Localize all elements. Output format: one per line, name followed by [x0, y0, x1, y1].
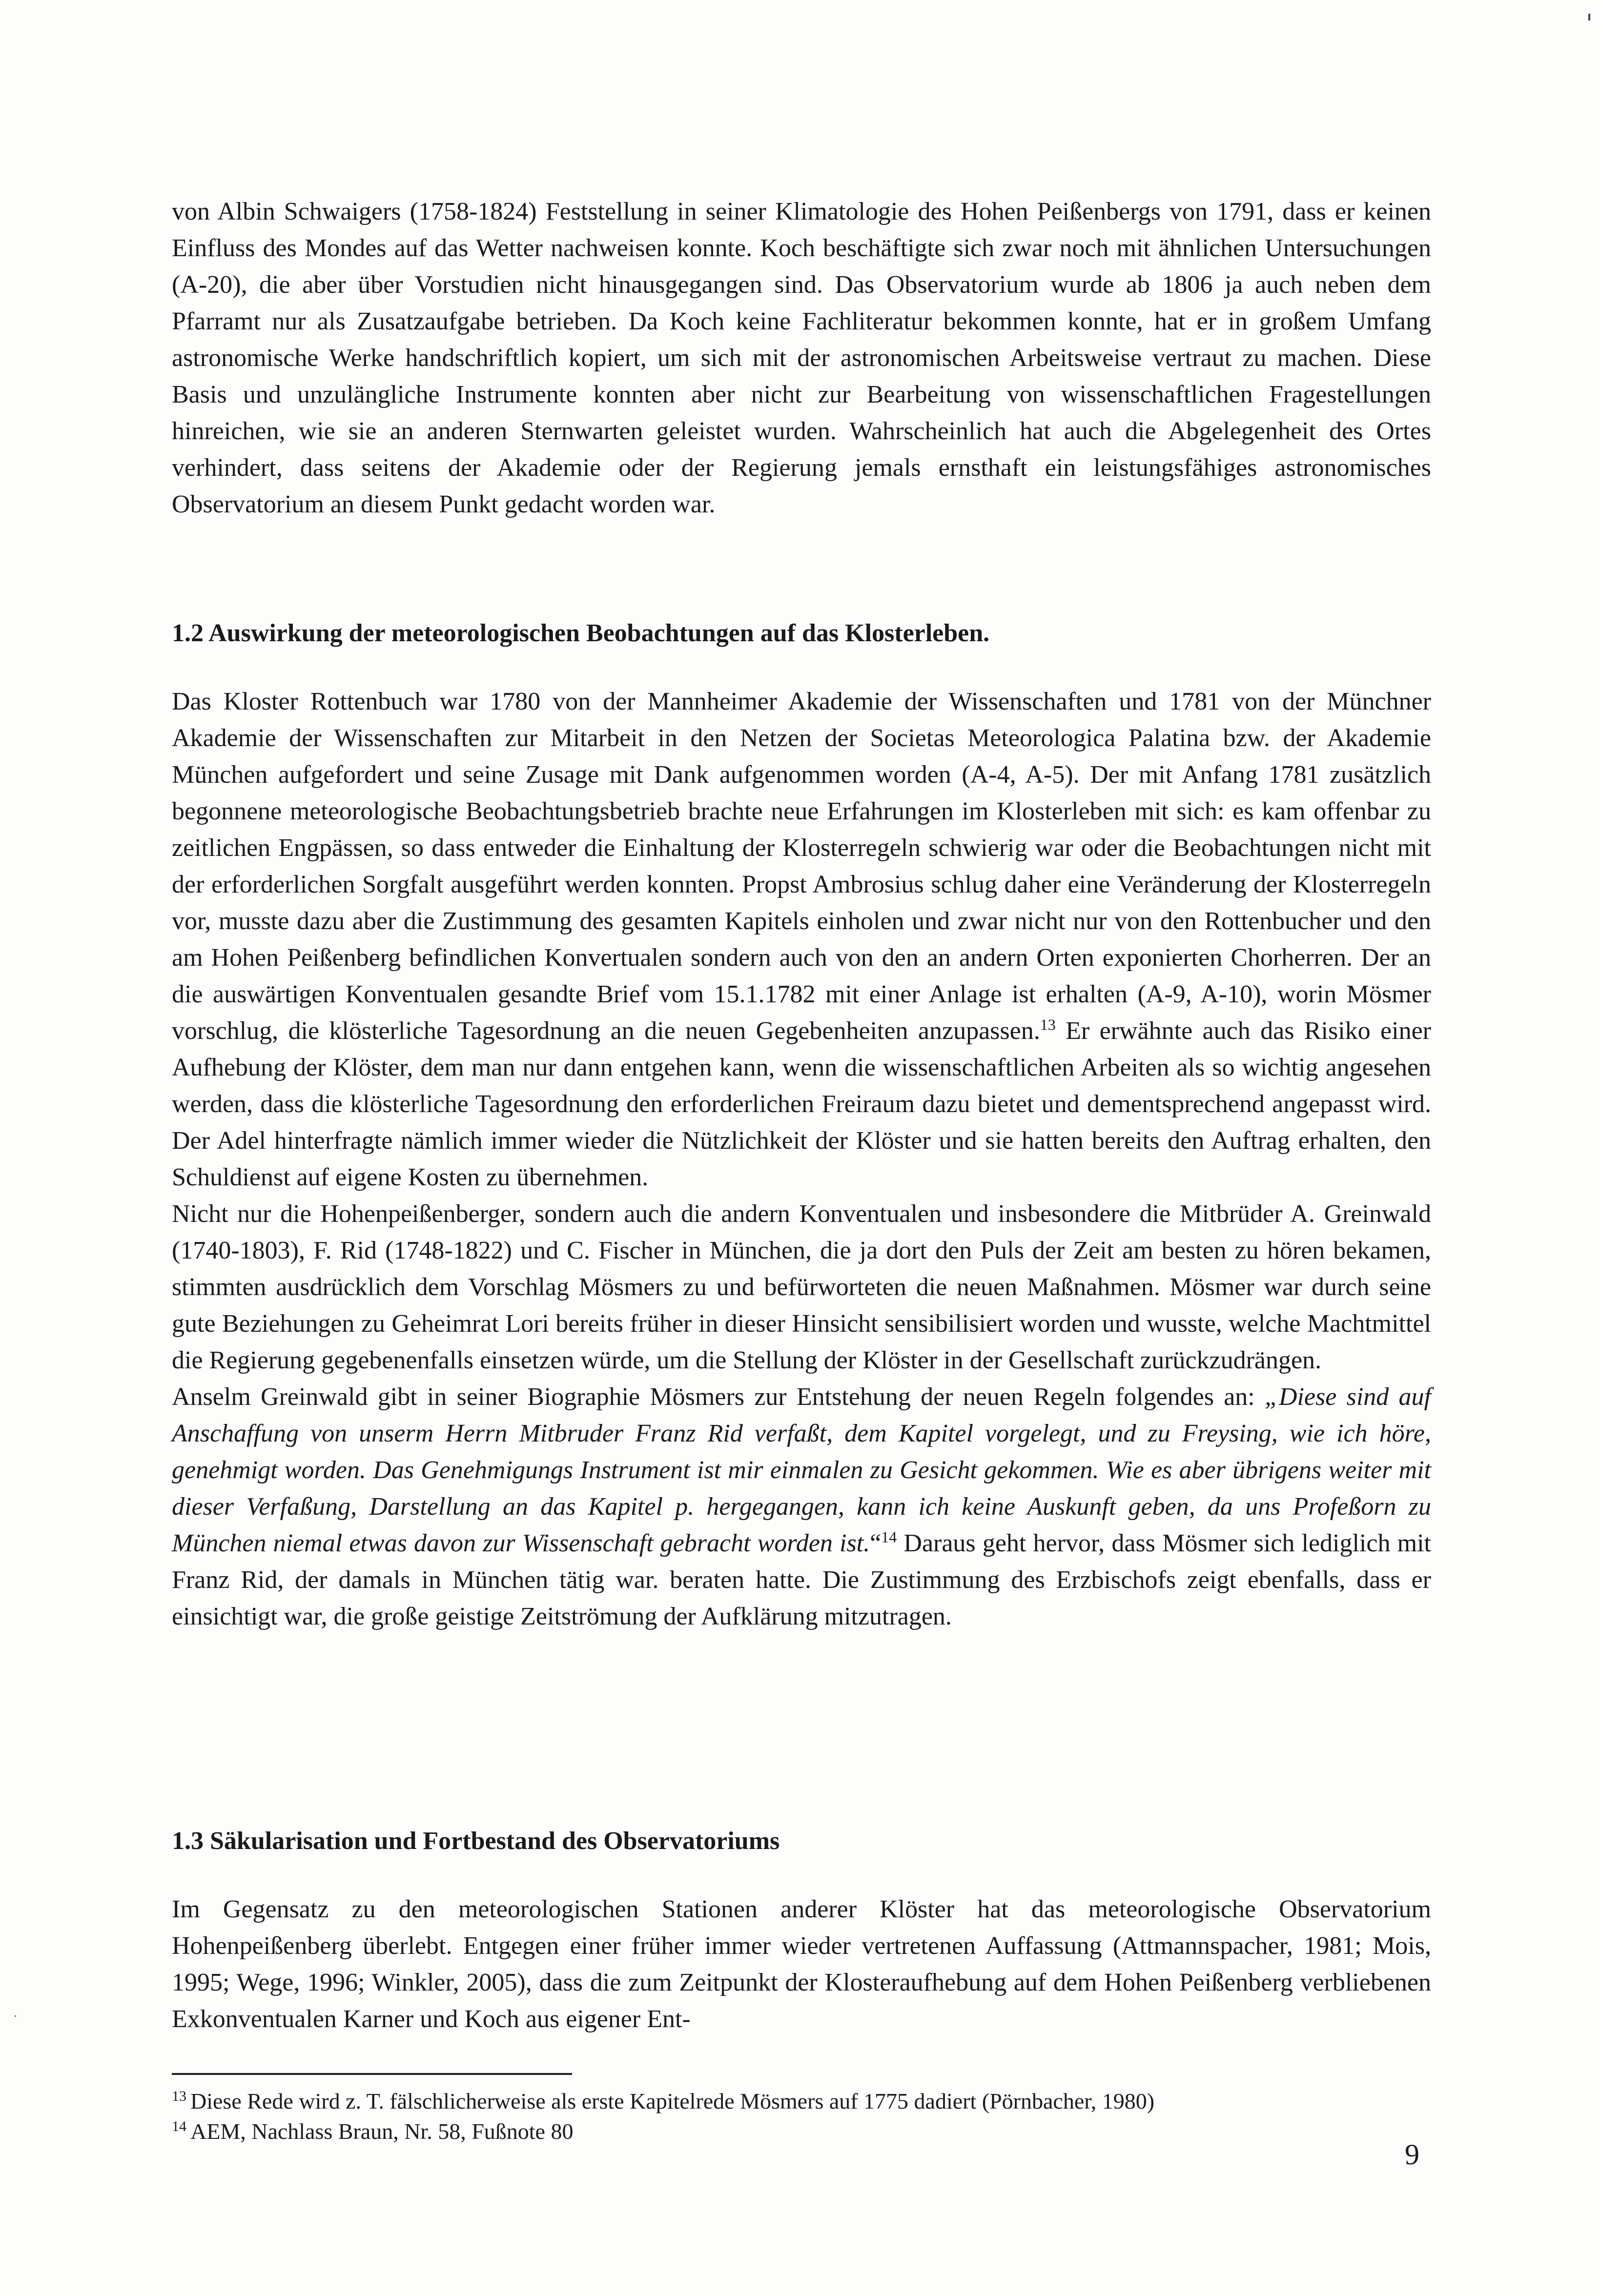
section-heading-1-3: 1.3 Säkularisation und Fortbestand des Observatoriums — [172, 1827, 780, 1855]
footnote-ref-13: 13 — [1040, 1016, 1056, 1034]
scan-dot — [15, 2015, 16, 2017]
closing-quote-mark: “ — [870, 1529, 882, 1557]
footnote-text: AEM, Nachlass Braun, Nr. 58, Fußnote 80 — [190, 2119, 574, 2144]
section-1-2-body — [172, 683, 1431, 1635]
paragraph-greinwald — [172, 1379, 1431, 1635]
scan-mark — [1588, 14, 1590, 20]
footnotes — [172, 2086, 1431, 2147]
italic-quote: „Diese sind auf Anschaffung von unserm Herrn Mitbruder Franz Rid verfaßt, dem Kapitel vorgelegt, und zu Freysing, wie ich höre, genehmigt worden. Das Genehmigungs Instrument ist mir einmalen zu Gesicht gekommen. Wie es aber übrigens weiter mit dieser Verfaßung, Darstellung an das Kapitel p. hergegangen, kann ich keine Auskunft geben, da uns Profeßorn zu München niemal etwas davon zur Wissenschaft gebracht worden ist. — [172, 1383, 1431, 1557]
section-heading-1-2: 1.2 Auswirkung der meteorologischen Beobachtungen auf das Klosterleben. — [172, 619, 990, 647]
paragraph-text: Daraus geht hervor, dass Mösmer sich lediglich mit Franz Rid, der damals in München tätig war. beraten hatte. Die Zustimmung des Erzbischofs zeigt ebenfalls, dass er einsichtigt war, die große geistige Zeitströmung der Aufklärung mitzutragen. — [172, 1529, 1431, 1630]
paragraph-text: von Albin Schwaigers (1758-1824) Feststellung in seiner Klimatologie des Hohen Peißenbergs von 1791, dass er keinen Einfluss des Mondes auf das Wetter nachweisen konnte. Koch beschäftigte sich zwar noch mit ähnlichen Untersuchungen (A-20), die aber über Vorstudien nicht hinausgegangen sind. Das Observatorium wurde ab 1806 ja auch neben dem Pfarramt nur als Zusatzaufgabe betrieben. Da Koch keine Fachliteratur bekommen konnte, hat er in großem Umfang astronomische Werke handschriftlich kopiert, um sich mit der astronomischen Arbeitsweise vertraut zu machen. Diese Basis und unzulängliche Instrumente konnten aber nicht zur Bearbeitung von wissenschaftlichen Fragestellungen hinreichen, wie sie an anderen Sternwarten geleistet wurden. Wahrscheinlich hat auch die Abgelegenheit des Ortes verhindert, dass seitens der Akademie oder der Regierung jemals ernsthaft ein leistungsfähiges astronomisches Observatorium an diesem Punkt gedacht worden war. — [172, 198, 1431, 518]
footnote-ref-14: 14 — [881, 1528, 897, 1546]
paragraph-text: Er erwähnte auch das Risiko einer Aufhebung der Klöster, dem man nur dann entgehen kann, wenn die wissenschaftlichen Arbeiten als so wichtig angesehen werden, dass die klösterliche Tagesordnung den erforderlichen Freiraum dazu bietet und dementsprechend angepasst wird. Der Adel hinterfragte nämlich immer wieder die Nützlichkeit der Klöster und sie hatten bereits den Auftrag erhalten, den Schuldienst auf eigene Kosten zu übernehmen. — [172, 1017, 1431, 1191]
paragraph-hohenpeissenberger: Nicht nur die Hohenpeißenberger, sondern auch die andern Konventualen und insbesondere die Mitbrüder A. Greinwald (1740-1803), F. Rid (1748-1822) und C. Fischer in München, die ja dort den Puls der Zeit am besten zu hören bekamen, stimmten ausdrücklich dem Vorschlag Mösmers zu und befürworteten die neuen Maßnahmen. Mösmer war durch seine gute Beziehungen zu Geheimrat Lori bereits früher in dieser Hinsicht sensibilisiert worden und wusste, welche Machtmittel die Regierung gegebenenfalls einsetzen würde, um die Stellung der Klöster in der Gesellschaft zurückzudrängen. — [172, 1200, 1431, 1374]
paragraph-text: Anselm Greinwald gibt in seiner Biographie Mösmers zur Entstehung der neuen Regeln folgendes an: — [172, 1383, 1265, 1411]
footnote-14 — [172, 2116, 1431, 2147]
paragraph-text: Das Kloster Rottenbuch war 1780 von der Mannheimer Akademie der Wissenschaften und 1781 von der Münchner Akademie der Wissenschaften zur Mitarbeit in den Netzen der Societas Meteorologica Palatina bzw. der Akademie München aufgefordert und seine Zusage mit Dank aufgenommen worden (A-4, A-5). Der mit Anfang 1781 zusätzlich begonnene meteorologische Beobachtungsbetrieb brachte neue Erfahrungen im Klosterleben mit sich: es kam offenbar zu zeitlichen Engpässen, so dass entweder die Einhaltung der Klosterregeln schwierig war oder die Beobachtungen nicht mit der erforderlichen Sorgfalt ausgeführt werden konnten. Propst Ambrosius schlug daher eine Veränderung der Klosterregeln vor, musste dazu aber die Zustimmung des gesamten Kapitels einholen und zwar nicht nur von den Rottenbucher und den am Hohen Peißenberg befindlichen Konvertualen sondern auch von den an andern Orten exponierten Chorherren. Der an die auswärtigen Konventualen gesandte Brief vom 15.1.1782 mit einer Anlage ist erhalten (A-9, A-10), worin Mösmer vorschlug, die klösterliche Tagesordnung an die neuen Gegebenheiten anzupassen. — [172, 688, 1431, 1045]
paragraph-kloster-rottenbuch — [172, 683, 1431, 1196]
footnote-separator — [172, 2073, 572, 2075]
paragraph-saekularisation: Im Gegensatz zu den meteorologischen Stationen anderer Klöster hat das meteorologische Observatorium Hohenpeißenberg überlebt. Entgegen einer früher immer wieder vertretenen Auffassung (Attmannspacher, 1981; Mois, 1995; Wege, 1996; Winkler, 2005), dass die zum Zeitpunkt der Klosteraufhebung auf dem Hohen Peißenberg verbliebenen Exkonventualen Karner und Koch aus eigener Ent- — [172, 1895, 1431, 2033]
footnote-number: 13 — [172, 2088, 186, 2104]
footnote-number: 14 — [172, 2118, 186, 2134]
section-1-3-body — [172, 1891, 1431, 2037]
footnote-text: Diese Rede wird z. T. fälschlicherweise als erste Kapitelrede Mösmers auf 1775 dadiert (Pörnbacher, 1980) — [190, 2089, 1155, 2113]
footnote-13 — [172, 2086, 1431, 2116]
paragraph-continuation — [172, 193, 1431, 523]
page-number: 9 — [1405, 2138, 1419, 2171]
